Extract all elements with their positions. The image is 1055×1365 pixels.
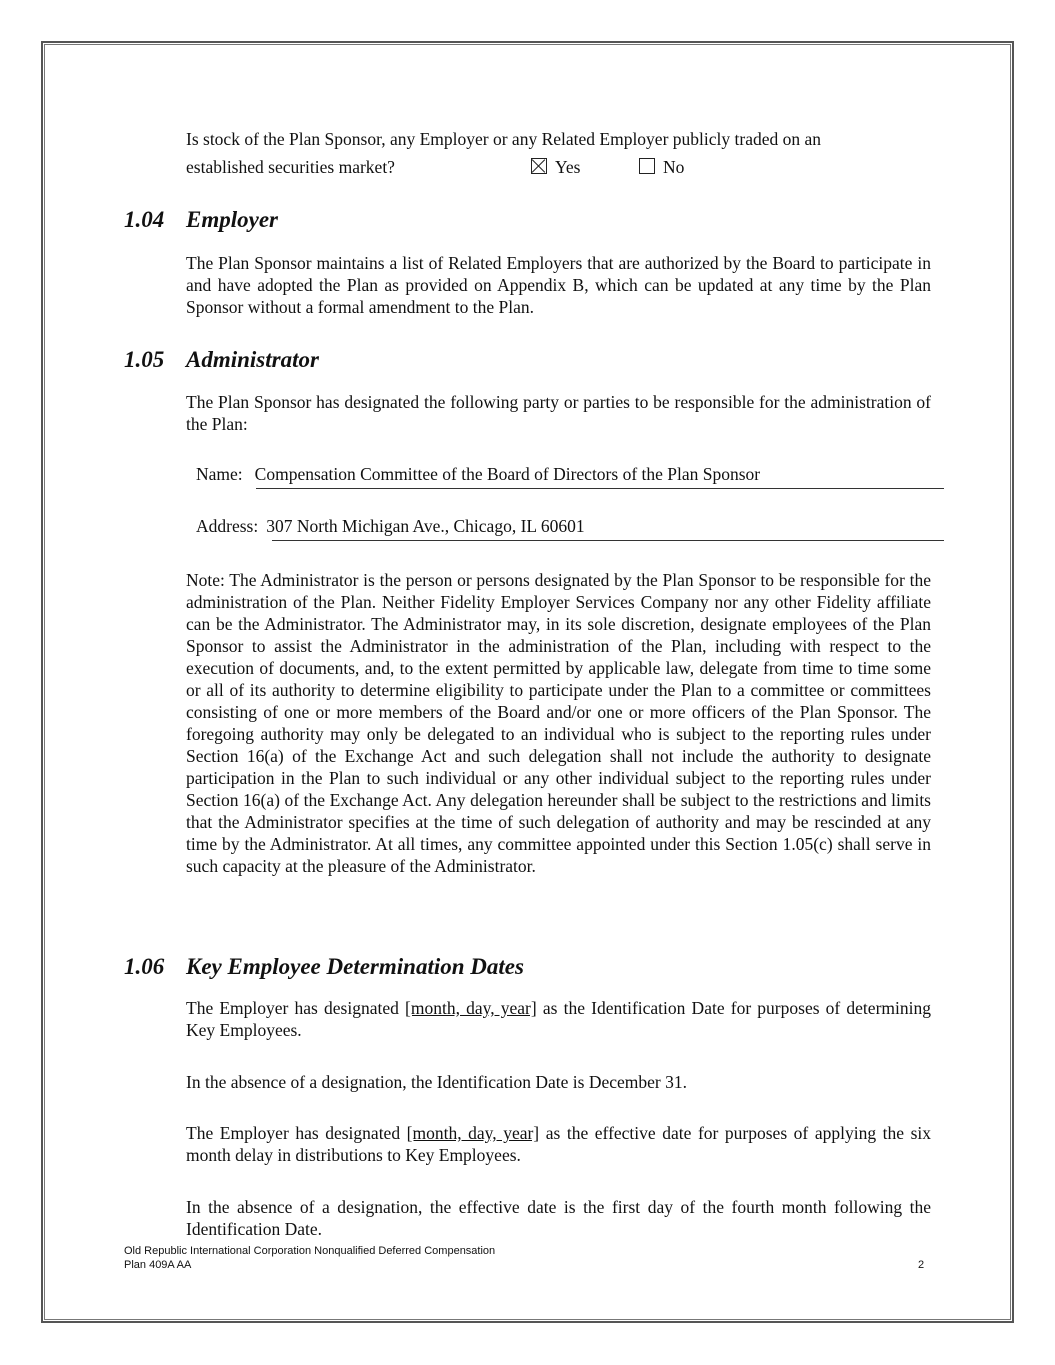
address-value: 307 North Michigan Ave., Chicago, IL 60601 bbox=[266, 516, 585, 536]
yes-option[interactable] bbox=[531, 153, 580, 181]
identification-date-default: In the absence of a designation, the Identification Date is December 31. bbox=[186, 1072, 687, 1092]
yes-label: Yes bbox=[555, 157, 581, 177]
text: The Employer has designated bbox=[186, 998, 406, 1018]
identification-date-blank: [month, day, year] bbox=[405, 998, 537, 1018]
text: as the Identification Date for purposes of determining Key Employees. bbox=[186, 998, 931, 1040]
page-number: 2 bbox=[918, 1259, 925, 1271]
yes-checkbox[interactable] bbox=[531, 158, 547, 174]
name-field bbox=[196, 464, 760, 485]
section-title: Employer bbox=[186, 207, 278, 232]
footer-line2: Plan 409A AA bbox=[124, 1259, 192, 1271]
effective-date-paragraph bbox=[186, 1122, 931, 1166]
name-underline bbox=[256, 488, 944, 489]
stock-question bbox=[186, 125, 931, 181]
question-line2: established securities market? bbox=[186, 157, 395, 177]
no-option[interactable] bbox=[639, 153, 684, 181]
administrator-paragraph: The Plan Sponsor has designated the following party or parties to be responsible for the administration of the Plan: bbox=[186, 392, 931, 434]
section-number: 1.04 bbox=[124, 207, 165, 232]
section-heading-1-04 bbox=[124, 207, 278, 233]
address-label: Address: bbox=[196, 516, 259, 536]
effective-date-blank: [month, day, year] bbox=[406, 1123, 540, 1143]
text: The Employer has designated bbox=[186, 1123, 407, 1143]
no-label: No bbox=[663, 157, 685, 177]
section-number: 1.05 bbox=[124, 347, 165, 372]
footer-line1: Old Republic International Corporation Nonqualified Deferred Compensation bbox=[124, 1245, 496, 1257]
question-line1: Is stock of the Plan Sponsor, any Employer or any Related Employer publicly traded on an bbox=[186, 129, 821, 149]
effective-date-default: In the absence of a designation, the effective date is the first day of the fourth month following the Identification Date. bbox=[186, 1197, 931, 1239]
name-label: Name: bbox=[196, 464, 243, 484]
address-field bbox=[196, 516, 585, 537]
name-value: Compensation Committee of the Board of Directors of the Plan Sponsor bbox=[254, 464, 761, 484]
section-title: Key Employee Determination Dates bbox=[186, 954, 524, 979]
text: as the effective date for purposes of applying the six month delay in distributions to Key Employees. bbox=[186, 1123, 931, 1165]
no-checkbox[interactable] bbox=[639, 158, 655, 174]
section-title: Administrator bbox=[186, 347, 319, 372]
address-underline bbox=[272, 540, 944, 541]
identification-date-paragraph bbox=[186, 997, 931, 1041]
section-heading-1-05 bbox=[124, 347, 319, 373]
employer-paragraph: The Plan Sponsor maintains a list of Related Employers that are authorized by the Board to participate in and have adopted the Plan as provided on Appendix B, which can be updated at any time by the Plan Sponsor without a formal amendment to the Plan. bbox=[186, 253, 931, 317]
footer bbox=[124, 1244, 495, 1272]
section-number: 1.06 bbox=[124, 954, 165, 979]
administrator-note: Note: The Administrator is the person or persons designated by the Plan Sponsor to be responsible for the administration of the Plan. Neither Fidelity Employer Services Company nor any other Fidelity affiliate can be the Administrator. The Administrator may, in its sole discretion, designate employees of the Plan Sponsor to assist the Administrator in the administration of the Plan, including with respect to the execution of documents, and, to the extent permitted by applicable law, delegate from time to time some or all of its authority to determine eligibility to participate under the Plan to a committee or committees consisting of one or more members of the Board and/or one or more officers of the Plan Sponsor. The foregoing authority may only be delegated to an individual who is subject to the reporting rules under Section 16(a) of the Exchange Act and such delegation shall not include the authority to designate participation in the Plan to such individual or any other individual subject to the reporting rules under Section 16(a) of the Exchange Act. Any delegation hereunder shall be subject to the restrictions and limits that the Administrator specifies at the time of such delegation of authority and may be rescinded at any time by the Administrator. At all times, any committee appointed under this Section 1.05(c) shall serve in such capacity at the pleasure of the Administrator. bbox=[186, 570, 931, 876]
section-heading-1-06 bbox=[124, 954, 524, 980]
